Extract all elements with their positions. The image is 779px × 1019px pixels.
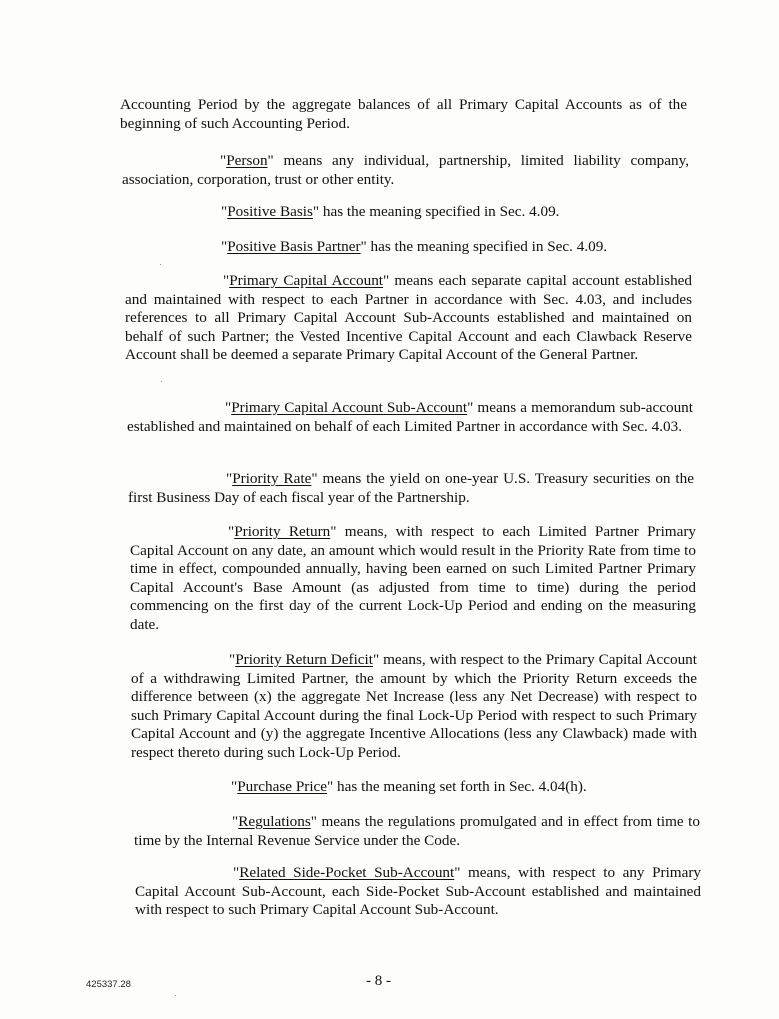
- definition-text: " means a memorandum sub-account established and maintained on behalf of each Limited Partner in accordance with Sec. 4.03.: [127, 399, 693, 435]
- defined-term: Positive Basis: [227, 203, 313, 220]
- defined-term: Person: [226, 152, 268, 169]
- definition-continuation: [120, 96, 687, 133]
- definition-purchase-price: "Purchase Price" has the meaning set forth in Sec. 4.04(h).: [231, 778, 587, 795]
- page-number: - 8 -: [366, 973, 391, 989]
- definition-text: " means, with respect to any Primary Capital Account Sub-Account, each Side-Pocket Sub-Account established and maintained with respect to such Primary Capital Account Sub-Account.: [135, 864, 701, 918]
- definition-regulations: "Regulations" means the regulations promulgated and in effect from time to time by the Internal Revenue Service under the Code.: [134, 813, 700, 849]
- defined-term: Related Side-Pocket Sub-Account: [239, 864, 455, 881]
- definition-text: " has the meaning specified in Sec. 4.09.: [360, 238, 608, 255]
- definition-text: " means, with respect to each Limited Partner Primary Capital Account on any date, an amount which would result in the Priority Rate from time to time in effect, compounded annually, having been earned on such Limited Partner Primary Capital Account's Base Amount (as adjusted from time to time) during the period commencing on the first day of the current Lock-Up Period and ending on the measuring date.: [130, 523, 696, 633]
- scan-speck: [160, 264, 161, 265]
- definition-positive-basis-partner: "Positive Basis Partner" has the meaning specified in Sec. 4.09.: [221, 238, 608, 255]
- definition-primary-capital-account-sub-account: "Primary Capital Account Sub-Account" means a memorandum sub-account established and maintained on behalf of each Limited Partner in accordance with Sec. 4.03.: [127, 399, 693, 435]
- defined-term: Primary Capital Account Sub-Account: [231, 399, 468, 416]
- definition-person: "Person" means any individual, partnership, limited liability company, association, corporation, trust or other entity.: [122, 152, 689, 188]
- definition-primary-capital-account: "Primary Capital Account" means each separate capital account established and maintained with respect to each Partner in accordance with Sec. 4.03, and includes references to all Primary Capital Account Sub-Accounts established and maintained on behalf of such Partner; the Vested Incentive Capital Account and each Clawback Reserve Account shall be deemed a separate Primary Capital Account of the General Partner.: [125, 272, 693, 363]
- defined-term: Regulations: [238, 813, 311, 830]
- definition-text: " means the regulations promulgated and in effect from time to time by the Internal Revenue Service under the Code.: [134, 813, 700, 849]
- definition-text: " has the meaning set forth in Sec. 4.04(h).: [327, 778, 587, 795]
- definition-text: " means any individual, partnership, limited liability company, association, corporation, trust or other entity.: [122, 152, 689, 188]
- defined-term: Priority Return: [234, 523, 331, 540]
- definition-text: " means each separate capital account established and maintained with respect to each Partner in accordance with Sec. 4.03, and includes references to all Primary Capital Account Sub-Accounts established and maintained on behalf of such Partner; the Vested Incentive Capital Account and each Clawback Reserve Account shall be deemed a separate Primary Capital Account of the General Partner.: [125, 272, 693, 363]
- defined-term: Positive Basis Partner: [227, 238, 361, 255]
- document-id: 425337.28: [86, 979, 131, 990]
- paragraph-text: Accounting Period by the aggregate balances of all Primary Capital Accounts as of the beginning of such Accounting Period.: [120, 96, 687, 132]
- definition-text: " means the yield on one-year U.S. Treasury securities on the first Business Day of each fiscal year of the Partnership.: [128, 470, 694, 506]
- definition-priority-rate: "Priority Rate" means the yield on one-year U.S. Treasury securities on the first Business Day of each fiscal year of the Partnership.: [128, 470, 694, 506]
- defined-term: Priority Rate: [232, 470, 312, 487]
- defined-term: Primary Capital Account: [229, 272, 384, 289]
- defined-term: Priority Return Deficit: [235, 651, 373, 668]
- definition-related-side-pocket-sub-account: "Related Side-Pocket Sub-Account" means, with respect to any Primary Capital Account Sub-Account, each Side-Pocket Sub-Account established and maintained with respect to such Primary Capital Account Sub-Account.: [135, 864, 701, 918]
- definition-text: " has the meaning specified in Sec. 4.09.: [312, 203, 560, 220]
- scan-speck: [161, 381, 162, 382]
- scan-speck: [175, 995, 176, 996]
- definition-priority-return: "Priority Return" means, with respect to each Limited Partner Primary Capital Account on any date, an amount which would result in the Priority Rate from time to time in effect, compounded annually, having been earned on such Limited Partner Primary Capital Account's Base Amount (as adjusted from time to time) during the period commencing on the first day of the current Lock-Up Period and ending on the measuring date.: [130, 523, 696, 633]
- defined-term: Purchase Price: [237, 778, 328, 795]
- definition-positive-basis: "Positive Basis" has the meaning specified in Sec. 4.09.: [221, 203, 560, 220]
- definition-priority-return-deficit: "Priority Return Deficit" means, with respect to the Primary Capital Account of a withdrawing Limited Partner, the amount by which the Priority Return exceeds the difference between (x) the aggregate Net Increase (less any Net Decrease) with respect to such Primary Capital Account during the final Lock-Up Period with respect to such Primary Capital Account and (y) the aggregate Incentive Allocations (less any Clawback) made with respect thereto during such Lock-Up Period.: [131, 651, 697, 761]
- definition-text: " means, with respect to the Primary Capital Account of a withdrawing Limited Partner, the amount by which the Priority Return exceeds the difference between (x) the aggregate Net Increase (less any Net Decrease) with respect to such Primary Capital Account during the final Lock-Up Period with respect to such Primary Capital Account and (y) the aggregate Incentive Allocations (less any Clawback) made with respect thereto during such Lock-Up Period.: [131, 651, 697, 761]
